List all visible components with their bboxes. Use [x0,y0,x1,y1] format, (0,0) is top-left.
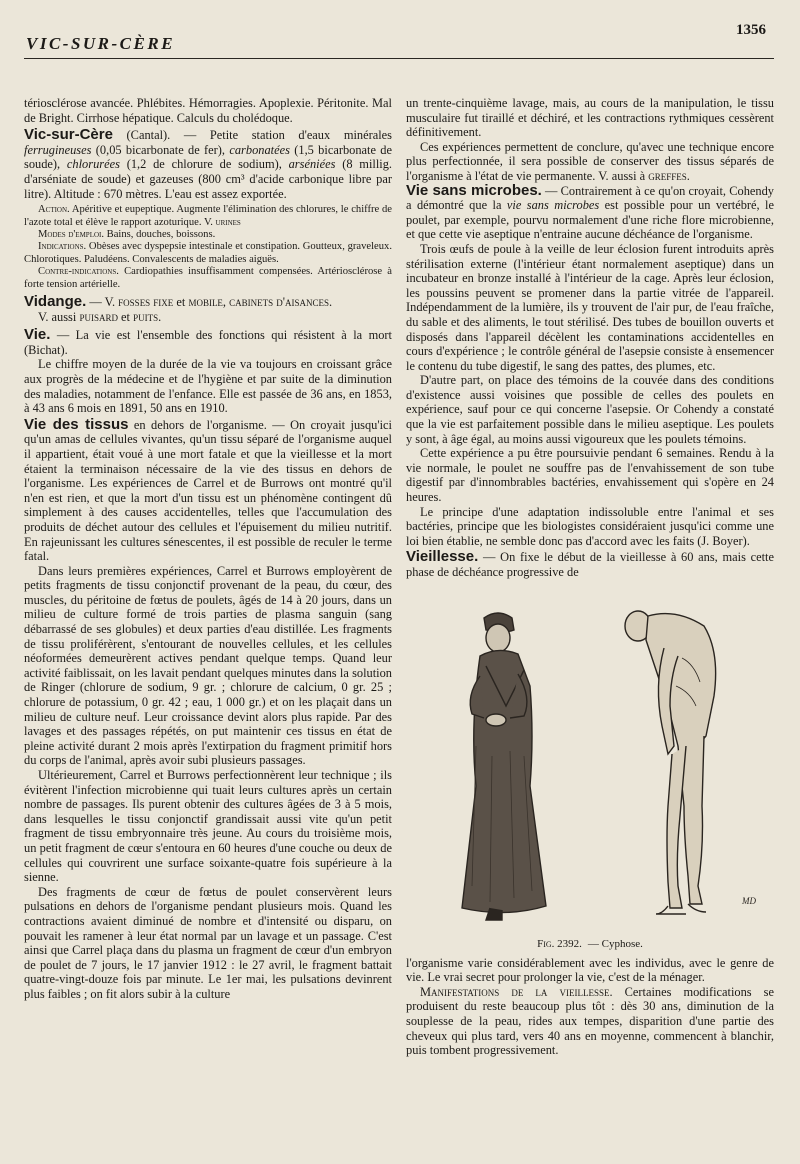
header-rule [24,58,774,59]
page-header [24,20,774,60]
microbes-paragraph-3: D'autre part, on place des témoins de la couvée dans des conditions d'existence aussi voisines que possible de celles des poulets en expérience, sauf pour ce qui concerne l'asepsie. Or Cohendy a constaté que la vie est parfaitement possible dans le milieu aseptique. Les poulets y sont, à âge égal, au moins aussi vigoureux que les poulets témoins. [406,373,774,446]
left-column [24,96,392,1058]
entry-vie-des-tissus: Vie des tissus en dehors de l'organisme. — On croyait jusqu'ici qu'un amas de cellules vivantes, qu'un tissu séparé de l'organisme auquel il appartient, était voué à une mort fatale et que la vieillesse et la mort étaient la terminaison nécessaire de la vie des tissus en dehors de l'organisme. Les expériences de Carrel et de Burrows ont montré qu'il n'en est rien, et que la mort d'un tissu est un phénomène contingent dû simplement à des causes accidentelles, telles que l'accumulation des produits de déchet autour des cellules et l'épuisement du milieu nutritif. En rajeunissant les cultures sénescentes, il est possible de reculer le terme fatal. [24,415,392,564]
vidange-see-also: V. aussi puisard et puits. [38,309,162,324]
microbes-paragraph-5: Le principe d'une adaptation indissoluble entre l'animal et ses bactéries, principe que les biologistes considéraient jusqu'ici comme une loi bien établie, ne semble donc pas d'accord avec les faits (J. Boyer). [406,504,774,548]
two-column-body [24,96,774,1058]
figure-caption [406,937,774,952]
continued-tissus-text: un trente-cinquième lavage, mais, au cours de la manipulation, le tissu musculaire fut tiraillé et déchiré, et les contractions rythmiques cessèrent définitivement. [406,96,774,140]
figure-caption-text: — Cyphose. [587,938,643,950]
tissus-paragraph-4: Des fragments de cœur de fœtus de poulet conservèrent leurs pulsations en dehors de l'organisme pendant plusieurs mois. Quand les contractions avaient diminué de nombre et d'intensité ou disparu, on pouvait les ramener à leur état normal par un lavage et un passage. C'est ainsi que Carrel plaça dans du plasma un fragment de cœur d'un embryon de poulet de 7 jours, le 17 janvier 1912 : le 27 avril, le fragment battait quatre-vingt-douze fois par minute. Le 1er mai, les pulsations devinrent plus faibles ; on fit alors subir à la culture [24,884,392,1001]
kyphotic-man-figure [625,611,716,914]
running-head: VIC-SUR-CÈRE [26,34,176,53]
manifestations-paragraph: Manifestations de la vieillesse. Certaines modifications se produisent du reste beaucoup plus tôt : dès 30 ans, diminution de la souplesse de la peau, rides aux tempes, disparition d'une partie des cheveux qui plus tard, vers 40 ans en moyenne, commencent à blanchir, puis tombent progressivement. [406,984,774,1058]
old-woman-figure [462,613,546,920]
modes-paragraph: Modes d'emploi. Bains, douches, boissons. [38,228,216,240]
headword-vic-sur-cere: Vic-sur-Cère [24,126,113,144]
tissus-paragraph-2: Dans leurs premières expériences, Carrel et Burrows employèrent de petits fragments de tissu conjonctif provenant de la peau, du cœur, des muscles, du péritoine de fœtus de poulets, âgés de 14 à 20 jours, dans un milieu de culture formé de trois parties de plasma sanguin (sang débarrassé de ses globules) et deux parties d'eau distillée. Les fragments de tissu proliférèrent, s'entourant de nouvelles cellules, et les cellules néoformées demeurèrent actives pendant quelque temps. Quand leur activité faiblissait, on les lavait pendant quelques minutes dans la solution de Ringer (chlorure de sodium, 9 gr. ; chlorure de calcium, 0 gr. 25 ; chlorure de potassium, 0 gr. 42 ; eau, 1 000 gr.) et on les plaçait dans un milieu de culture neuf. Leur croissance devint alors plus rapide. Par des lavages et des passages répétés, on put maintenir ces tissus en état de pleine activité durant 2 mois après l'extirpation du fragment primitif hors du corps de l'animal, après avoir subi plusieurs passages. [24,563,392,768]
figure-number: Fig. 2392. [537,938,582,950]
entry-vie: Vie. — La vie est l'ensemble des fonctions qui résistent à la mort (Bichat). [24,326,392,357]
microbes-paragraph-4: Cette expérience a pu être poursuivie pendant 6 semaines. Rendu à la vie normale, le poulet ne souffre pas de l'envahissement de son tube digestif par d'innombrables bactéries, envahissement qui s'opère en 24 heures. [406,446,774,505]
headword-vieillesse: Vieillesse. [406,548,479,566]
entry-vic-sur-cere: Vic-sur-Cère (Cantal). — Petite station d'eaux minérales ferrugineuses (0,05 bicarbonate de fer), carbonatées (1,5 bicarbonate de soude), chlorurées (1,2 de chlorure de sodium), arséniées (8 millig. d'arséniate de soude) et gazeuses (800 cm³ d'acide carbonique libre par litre). Altitude : 670 mètres. L'eau est assez exportée. [24,126,393,201]
entry-vidange: Vidange. — V. fosses fixe et mobile, cabinets d'aisances. [24,293,333,310]
artist-signature: MD [742,895,756,906]
right-column [406,96,774,1058]
vieillesse-continued: l'organisme varie considérablement avec les individus, avec le genre de vie. Le vrai secret pour prolonger la vie, c'est de la ménager. [406,955,774,985]
headword-vie: Vie. [24,326,51,344]
tissus-paragraph-3: Ultérieurement, Carrel et Burrows perfectionnèrent leur technique ; ils évitèrent l'infection microbienne qui tuait leurs cultures après un certain nombre de passages. Ils purent obtenir des cultures âgées de 3 à 5 mois, dans lesquelles le tissu conjonctif grandissait aussi vite qu'un petit fragment de tissu embryonnaire très jeune. Au cours du troisième mois, un petit fragment de cœur s'entoura en 60 heures d'une couche ou deux de cellules qui couvrirent une surface soixante-quatre fois supérieure à la sienne. [24,768,392,885]
continued-entry-text: tériosclérose avancée. Phlébites. Hémorragies. Apoplexie. Péritonite. Mal de Bright. Cirrhose hépatique. Calculs du cholédoque. [24,96,392,125]
vic-sur-cere-details [24,204,392,291]
indications-paragraph: Indications. Obèses avec dyspepsie intestinale et constipation. Goutteux, graveleux. Chlorotiques. Paludéens. Convalescents de maladies aiguës. [24,241,392,265]
conclusion-paragraph: Ces expériences permettent de conclure, qu'avec une technique encore plus perfectionnée, il sera possible de conserver des tissus séparés de l'organisme à l'état de vie permanente. V. aussi à greffes. [406,139,774,183]
cyphose-illustration [406,586,774,956]
headword-vie-des-tissus: Vie des tissus [24,415,129,433]
entry-vie-sans-microbes: Vie sans microbes. — Contrairement à ce qu'on croyait, Cohendy a démontré que la vie sans microbes est possible pour un vertébré, le poulet, par exemple, pourvu normalement d'une riche flore microbienne, et que cette vie aseptique n'entraine aucune déchéance de l'organisme. [406,181,774,242]
contre-indications-paragraph: Contre-indications. Cardiopathies insuffisamment compensées. Artériosclérose à forte tension artérielle. [24,266,392,290]
microbes-paragraph-2: Trois œufs de poule à la veille de leur éclosion furent introduits après stérilisation externe (l'intérieur étant normalement aseptique) dans un incubateur en bronze installé à l'intérieur de la cage. Après leur éclosion, les poussins peuvent se promener dans la partie vitrée de l'appareil. Indépendamment de la lumière, ils y trouvent de l'air pur, de l'eau fraîche, du sable et des aliments, le tout stérilisé. Des tubes de bouillon ouverts et disposés dans l'appareil décèlent les contaminations accidentelles en cours d'expérience ; le contrôle général de l'asepsie consiste à ensemencer le contenu du tube digestif, le sang des pattes, des plumes, etc. [406,241,774,373]
headword-vidange: Vidange. [24,293,87,310]
action-paragraph: Action. Apéritive et eupeptique. Augmente l'élimination des chlorures, le chiffre de l'azote total et élève le rapport azoturique. V. urines [24,204,392,228]
entry-vieillesse: Vieillesse. — On fixe le début de la vieillesse à 60 ans, mais cette phase de déchéance progressive de [406,548,774,579]
figure-cyphose [406,586,774,956]
page-number: 1356 [736,22,766,38]
headword-vie-sans-microbes: Vie sans microbes. [406,181,542,199]
vie-paragraph-2: Le chiffre moyen de la durée de la vie va toujours en croissant grâce aux progrès de la médecine et de l'hygiène et par suite de la diminution des maladies, notamment de l'enfance. Elle est passée de 36 ans, en 1853, à 43 ans 6 mois en 1891, 50 ans en 1910. [24,357,392,416]
